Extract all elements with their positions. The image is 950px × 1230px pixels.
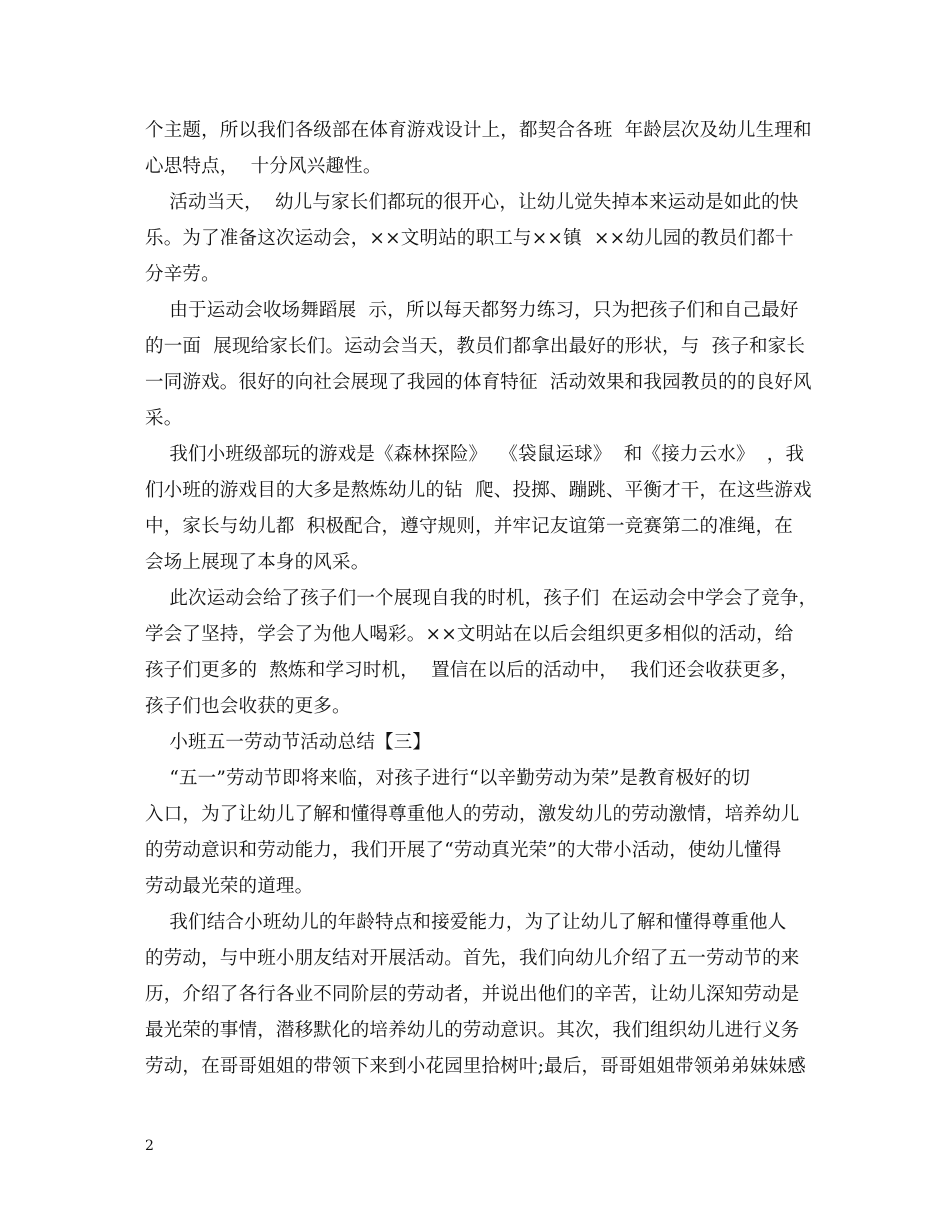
text-line: 入口，为了让幼儿了解和懂得尊重他人的劳动，激发幼儿的劳动激情，培养幼儿 [145,804,800,825]
text-line: 历，介绍了各行各业不同阶层的劳动者，并说出他们的辛苦，让幼儿深知劳动是 [145,984,800,1005]
text-line: 采。 [145,408,183,429]
text-line: 由于运动会收场舞蹈展 示，所以每天都努力练习，只为把孩子们和自己最好 [145,300,799,321]
text-line: 我们结合小班幼儿的年龄特点和接爱能力，为了让幼儿了解和懂得尊重他人 [145,912,787,933]
section-heading: 小班五一劳动节活动总结【三】 [145,732,432,753]
text-line: 会场上展现了本身的风采。 [145,552,370,573]
text-line: 劳动，在哥哥姐姐的带领下来到小花园里拾树叶;最后，哥哥姐姐带领弟弟妹妹感 [145,1056,806,1077]
text-line: 活动当天， 幼儿与家长们都玩的很开心，让幼儿觉失掉本来运动是如此的快 [145,192,799,213]
text-line: 的一面 展现给家长们。运动会当天，教员们都拿出最好的形状，与 孩子和家长 [145,336,806,357]
text-line: 的劳动意识和劳动能力，我们开展了“劳动真光荣”的大带小活动，使幼儿懂得 [145,840,782,861]
text-line: 的劳动，与中班小朋友结对开展活动。首先，我们向幼儿介绍了五一劳动节的来 [145,948,800,969]
text-line: 学会了坚持，学会了为他人喝彩。××文明站在以后会组织更多相似的活动，给 [145,624,794,645]
text-line: 乐。为了准备这次运动会，××文明站的职工与××镇 ××幼儿园的教员们都十 [145,228,794,249]
text-line: 劳动最光荣的道理。 [145,876,314,897]
page-number: 2 [145,1138,154,1154]
text-line: 我们小班级部玩的游戏是《森林探险》 《袋鼠运球》 和《接力云水》 ，我 [145,444,805,465]
text-line: 们小班的游戏目的大多是熬炼幼儿的钻 爬、投掷、蹦跳、平衡才干，在这些游戏 [145,480,812,501]
text-line: 中，家长与幼儿都 积极配合，遵守规则，并牢记友谊第一竞赛第二的准绳，在 [145,516,793,537]
text-line: 个主题，所以我们各级部在体育游戏设计上，都契合各班 年龄层次及幼儿生理和 [145,120,812,141]
text-line: 孩子们更多的 熬炼和学习时机， 置信在以后的活动中， 我们还会收获更多， [145,660,799,681]
text-line: 孩子们也会收获的更多。 [145,696,351,717]
text-line: 最光荣的事情，潜移默化的培养幼儿的劳动意识。其次，我们组织幼儿进行义务 [145,1020,800,1041]
text-line: 一同游戏。很好的向社会展现了我园的体育特征 活动效果和我园教员的的良好风 [145,372,812,393]
text-line: 心思特点， 十分风兴趣性。 [145,156,382,177]
text-line: “五一”劳动节即将来临，对孩子进行“以辛勤劳动为荣”是教育极好的切 [145,768,751,789]
text-line: 分辛劳。 [145,264,220,285]
text-line: 此次运动会给了孩子们一个展现自我的时机，孩子们 在运动会中学会了竞争， [145,588,818,609]
